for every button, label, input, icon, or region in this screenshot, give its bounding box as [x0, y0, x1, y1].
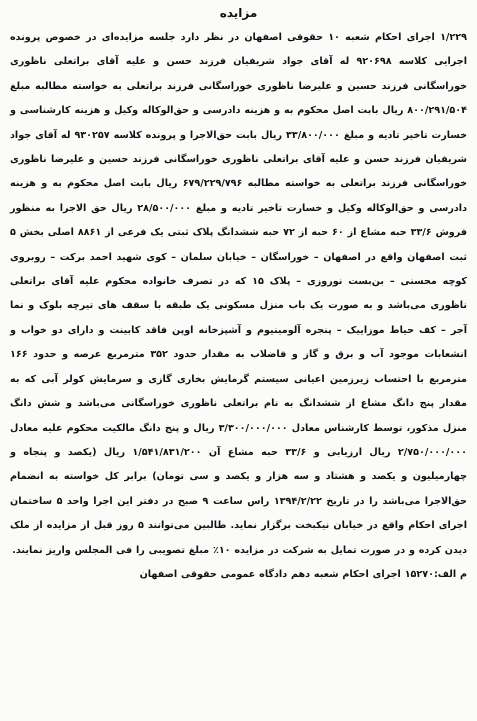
- notice-signature: م الف:۱۵۲۷۰ اجرای احکام شعبه دهم دادگاه عمومی حقوقی اصفهان: [139, 568, 467, 580]
- notice-paragraph: ۱/۲۲۹ اجرای احکام شعبه ۱۰ حقوقی اصفهان در نظر دارد جلسه مزایده‌ای در خصوص پرونده اجرایی کلاسه ۹۲۰۶۹۸ له آقای جواد شریفیان فرزند حسن و علیه آقای براتعلی ناظوری خوراسگانی فرزند حسین و علیرضا ناظوری خوراسگانی فرزند براتعلی به خواسته مطالبه مبلغ ۸۰۰/۲۹۱/۵۰۴ ریال بابت اصل محکوم به و هزینه دادرسی و حق‌الوکاله وکیل و هزینه کارشناسی و خسارت تاخیر تادیه و مبلغ ۳۳/۸۰۰/۰۰۰ ریال بابت حق‌الاجرا و پرونده کلاسه ۹۳۰۲۵۷ له آقای جواد شریفیان فرزند حسن و علیه آقای براتعلی ناظوری خوراسگانی فرزند حسین و علیرضا ناظوری خوراسگانی فرزند براتعلی به خواسته مطالبه ۶۷۹/۲۲۹/۷۹۶ ریال بابت اصل محکوم به و هزینه دادرسی و حق‌الوکاله وکیل و خسارت تاخیر تادیه و مبلغ ۲۸/۵۰۰/۰۰۰ ریال حق الاجرا به منظور فروش ۳۳/۶ حبه مشاع از ۶۰ حبه از ۷۲ حبه ششدانگ پلاک ثبتی یک فرعی از ۸۸۶۱ اصلی بخش ۵ ثبت اصفهان واقع در اصفهان – خوراسگان – خیابان سلمان – کوی شهید احمد برکت – روبروی کوچه محسنی – بن‌بست نوروزی – پلاک ۱۵ که در تصرف خانواده محکوم علیه آقای براتعلی ناظوری می‌باشد و به صورت یک باب منزل مسکونی یک طبقه با سقف های تیرچه بلوک و نما آجر – کف حیاط موزاییک – پنجره آلومینیوم و آشپزخانه اوپن فاقد کابینت و دارای دو خواب و انشعابات موجود آب و برق و گاز و فاضلاب به مقدار حدود ۳۵۲ مترمربع عرصه و حدود ۱۶۶ مترمربع با احتساب زیرزمین اعیانی سیستم گرمایش بخاری گازی و سرمایش کولر آبی که به مقدار پنج دانگ مشاع از ششدانگ به نام براتعلی ناظوری خوراسگانی می‌باشد و شش دانگ منزل مذکور، توسط کارشناس معادل ۳/۳۰۰/۰۰۰/۰۰۰ ریال و پنج دانگ مالکیت محکوم علیه معادل ۲/۷۵۰/۰۰۰/۰۰۰ ریال ارزیابی و ۳۳/۶ حبه مشاع آن ۱/۵۴۱/۸۳۱/۲۰۰ ریال (یکصد و پنجاه و چهارمیلیون و یکصد و هشتاد و سه هزار و یکصد و سی تومان) برابر کل خواسته به انضمام حق‌الاجرا می‌باشد را در تاریخ ۱۳۹۴/۲/۲۲ راس ساعت ۹ صبح در دفتر این اجرا واحد ۵ ساختمان اجرای احکام واقع در خیابان نیکبخت برگزار نماید. طالبین می‌توانند ۵ روز قبل از مزایده از ملک دیدن کرده و در صورت تمایل به شرکت در مزایده ۱۰٪ مبلغ تصویبی را فی المجلس واریز نمایند.: [10, 32, 468, 556]
- notice-body: [10, 26, 467, 587]
- notice-title: مزایده: [219, 6, 258, 20]
